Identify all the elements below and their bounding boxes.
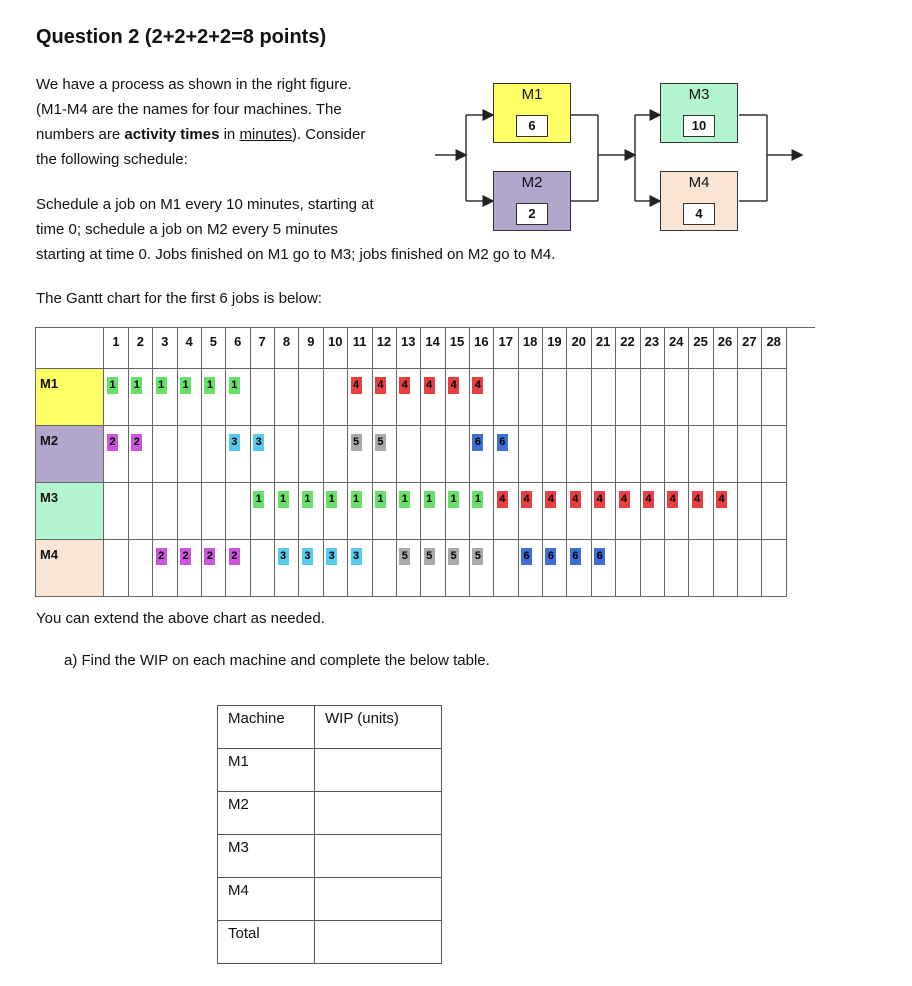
gantt-job-mark: 6 [472,434,483,451]
gantt-job-mark: 6 [594,548,605,565]
gantt-job-mark: 5 [399,548,410,565]
gantt-cell [567,369,592,426]
gantt-cell [713,540,738,597]
gantt-cell [128,483,153,540]
schedule-line: time 0; schedule a job on M2 every 5 minutes [36,221,338,238]
gantt-job-mark: 4 [716,491,727,508]
gantt-time-label: 1 [112,334,120,349]
gantt-cell [372,540,397,597]
gantt-cell [445,426,470,483]
gantt-header-cell [567,328,592,369]
gantt-job-mark: 4 [399,377,410,394]
machine-m3-box [660,83,738,143]
gantt-cell [737,426,762,483]
wip-cell[interactable] [315,878,442,921]
gantt-job-mark: 1 [107,377,118,394]
gantt-job-mark: 1 [448,491,459,508]
gantt-header-cell [226,328,251,369]
gantt-header-cell [177,328,202,369]
activity-time: 2 [516,203,548,225]
gantt-cell [177,483,202,540]
intro-paragraph [36,72,365,172]
machine-name: M3 [688,86,710,103]
gantt-cell [762,426,787,483]
intro-line: We have a process as shown in the right figure. [36,76,352,93]
gantt-header-cell [640,328,665,369]
gantt-job-mark: 1 [472,491,483,508]
gantt-job-mark: 2 [229,548,240,565]
gantt-cell [616,369,641,426]
gantt-job-mark: 5 [472,548,483,565]
gantt-header-cell [250,328,275,369]
gantt-job-mark: 1 [229,377,240,394]
gantt-cell [518,426,543,483]
gantt-header-cell [445,328,470,369]
gantt-header-cell [128,328,153,369]
gantt-cell [275,426,300,483]
gantt-cell [713,426,738,483]
gantt-header-cell [421,328,446,369]
gantt-time-label: 15 [449,334,465,349]
gantt-header-cell [104,328,129,369]
gantt-cell [640,369,665,426]
gantt-row-label: M4 [40,547,59,562]
gantt-header-cell [518,328,543,369]
gantt-cell [616,426,641,483]
wip-cell[interactable] [315,792,442,835]
gantt-header-cell [689,328,714,369]
gantt-cell [226,483,251,540]
wip-table [217,705,442,964]
gantt-cell [128,540,153,597]
gantt-time-label: 17 [498,334,513,349]
wip-cell[interactable] [315,749,442,792]
gantt-corner-cell [36,328,104,369]
gantt-job-mark: 5 [375,434,386,451]
gantt-time-label: 6 [234,334,242,349]
gantt-cell [323,426,348,483]
gantt-cell [616,540,641,597]
machine-name: M2 [521,174,543,191]
gantt-job-mark: 4 [692,491,703,508]
gantt-header-cell [275,328,300,369]
gantt-cell [250,369,275,426]
wip-cell[interactable] [315,835,442,878]
gantt-cell [737,540,762,597]
table-row [218,878,442,921]
gantt-cell [494,369,519,426]
gantt-job-mark: 6 [570,548,581,565]
gantt-job-mark: 1 [326,491,337,508]
gantt-job-mark: 1 [278,491,289,508]
gantt-job-mark: 5 [351,434,362,451]
gantt-cell [201,426,226,483]
gantt-job-mark: 3 [351,548,362,565]
gantt-time-label: 2 [136,334,144,349]
machine-name: M1 [521,86,543,103]
gantt-cell [664,369,689,426]
gantt-row-label-cell [36,369,104,426]
gantt-time-label: 27 [742,334,757,349]
gantt-job-mark: 3 [229,434,240,451]
gantt-job-mark: 1 [156,377,167,394]
gantt-job-mark: 1 [399,491,410,508]
machine-m2-box [493,171,571,231]
gantt-job-mark: 4 [497,491,508,508]
gantt-time-label: 12 [376,334,392,349]
gantt-time-label: 23 [644,334,660,349]
gantt-row-label-cell [36,483,104,540]
gantt-cell [664,540,689,597]
gantt-job-mark: 2 [156,548,167,565]
machine-m4-box [660,171,738,231]
gantt-cell [640,540,665,597]
gantt-header-cell [713,328,738,369]
schedule-line: Schedule a job on M1 every 10 minutes, starting at [36,196,374,213]
gantt-time-label: 26 [717,334,733,349]
part-a-prompt: a) Find the WIP on each machine and complete the below table. [64,652,490,669]
gantt-job-mark: 6 [521,548,532,565]
header-wip: WIP (units) [315,706,442,749]
gantt-job-mark: 4 [643,491,654,508]
machine-cell: M3 [218,835,315,878]
intro-line: numbers are activity times in minutes). Consider [36,126,366,143]
gantt-row-label: M1 [40,376,59,391]
gantt-time-label: 10 [327,334,343,349]
machine-cell: M2 [218,792,315,835]
gantt-job-mark: 1 [351,491,362,508]
intro-line: (M1-M4 are the names for four machines. The [36,101,342,118]
machine-m1-box [493,83,571,143]
gantt-header-cell [542,328,567,369]
gantt-cell [591,369,616,426]
gantt-cell [104,483,129,540]
gantt-job-mark: 6 [545,548,556,565]
gantt-job-mark: 1 [253,491,264,508]
gantt-job-mark: 5 [448,548,459,565]
gantt-row-label: M2 [40,433,59,448]
gantt-header-cell [616,328,641,369]
gantt-cell [567,426,592,483]
header-machine: Machine [218,706,315,749]
gantt-time-label: 21 [595,334,611,349]
gantt-cell [494,540,519,597]
gantt-job-mark: 3 [253,434,264,451]
machine-cell: Total [218,921,315,964]
gantt-job-mark: 4 [521,491,532,508]
gantt-job-mark: 4 [375,377,386,394]
table-row [218,792,442,835]
gantt-time-label: 9 [307,334,315,349]
gantt-header-cell [469,328,494,369]
gantt-time-label: 28 [766,334,781,349]
gantt-cell [737,369,762,426]
gantt-time-label: 14 [425,334,440,349]
gantt-time-label: 24 [669,334,684,349]
gantt-cell [421,426,446,483]
gantt-cell [713,369,738,426]
gantt-time-label: 3 [161,334,169,349]
table-header-row [218,706,442,749]
activity-time: 6 [516,115,548,137]
gantt-cell [299,369,324,426]
activity-time: 4 [683,203,715,225]
gantt-cell [153,483,178,540]
table-row [218,749,442,792]
activity-time: 10 [683,115,715,137]
gantt-time-label: 13 [401,334,416,349]
gantt-header-cell [664,328,689,369]
gantt-job-mark: 4 [351,377,362,394]
gantt-job-mark: 2 [180,548,191,565]
gantt-header-cell [372,328,397,369]
table-row [218,835,442,878]
gantt-job-mark: 2 [107,434,118,451]
gantt-row-label-cell [36,540,104,597]
gantt-job-mark: 1 [180,377,191,394]
gantt-header-cell [323,328,348,369]
gantt-cell [153,426,178,483]
gantt-header-cell [762,328,787,369]
gantt-job-mark: 1 [424,491,435,508]
gantt-time-label: 16 [474,334,489,349]
gantt-job-mark: 4 [570,491,581,508]
gantt-header-cell [348,328,373,369]
gantt-header-cell [396,328,421,369]
gantt-time-label: 19 [547,334,562,349]
machine-name: M4 [688,174,710,191]
gantt-job-mark: 3 [326,548,337,565]
gantt-job-mark: 1 [375,491,386,508]
gantt-cell [275,369,300,426]
gantt-cell [762,369,787,426]
gantt-job-mark: 4 [424,377,435,394]
gantt-job-mark: 4 [667,491,678,508]
gantt-header-cell [591,328,616,369]
gantt-header-cell [201,328,226,369]
gantt-cell [591,426,616,483]
gantt-header-cell [494,328,519,369]
extend-note: You can extend the above chart as needed. [36,610,325,627]
gantt-cell [542,426,567,483]
gantt-job-mark: 1 [204,377,215,394]
gantt-job-mark: 1 [131,377,142,394]
schedule-line: starting at time 0. Jobs finished on M1 go to M3; jobs finished on M2 go to M4. [36,246,556,263]
gantt-job-mark: 3 [302,548,313,565]
gantt-cell [201,483,226,540]
machine-cell: M1 [218,749,315,792]
gantt-cell [737,483,762,540]
gantt-job-mark: 4 [545,491,556,508]
gantt-job-mark: 5 [424,548,435,565]
gantt-header-cell [299,328,324,369]
gantt-job-mark: 6 [497,434,508,451]
gantt-job-mark: 4 [594,491,605,508]
gantt-time-label: 18 [522,334,538,349]
gantt-cell [664,426,689,483]
gantt-cell [396,426,421,483]
gantt-cell [762,540,787,597]
wip-cell[interactable] [315,921,442,964]
gantt-cell [689,426,714,483]
gantt-cell [640,426,665,483]
process-diagram-lines [430,78,810,238]
gantt-intro: The Gantt chart for the first 6 jobs is below: [36,290,322,307]
gantt-cell [689,369,714,426]
gantt-time-label: 25 [693,334,708,349]
gantt-header-cell [737,328,762,369]
gantt-job-mark: 4 [619,491,630,508]
gantt-cell [542,369,567,426]
intro-line: the following schedule: [36,151,188,168]
gantt-header-cell [153,328,178,369]
gantt-row-label: M3 [40,490,59,505]
gantt-chart [35,327,815,597]
gantt-cell [762,483,787,540]
gantt-cell [104,540,129,597]
machine-cell: M4 [218,878,315,921]
gantt-time-label: 7 [258,334,266,349]
gantt-time-label: 22 [620,334,635,349]
gantt-cell [250,540,275,597]
gantt-job-mark: 3 [278,548,289,565]
gantt-row-label-cell [36,426,104,483]
gantt-time-label: 5 [209,334,218,349]
gantt-job-mark: 2 [204,548,215,565]
gantt-time-label: 20 [571,334,587,349]
gantt-time-label: 8 [282,334,291,349]
gantt-job-mark: 4 [472,377,483,394]
gantt-job-mark: 1 [302,491,313,508]
gantt-cell [518,369,543,426]
gantt-cell [299,426,324,483]
gantt-time-label: 11 [352,334,367,349]
question-title: Question 2 (2+2+2+2=8 points) [36,26,327,48]
gantt-time-label: 4 [185,334,193,349]
table-row [218,921,442,964]
gantt-job-mark: 2 [131,434,142,451]
gantt-cell [323,369,348,426]
gantt-cell [689,540,714,597]
gantt-cell [177,426,202,483]
gantt-job-mark: 4 [448,377,459,394]
